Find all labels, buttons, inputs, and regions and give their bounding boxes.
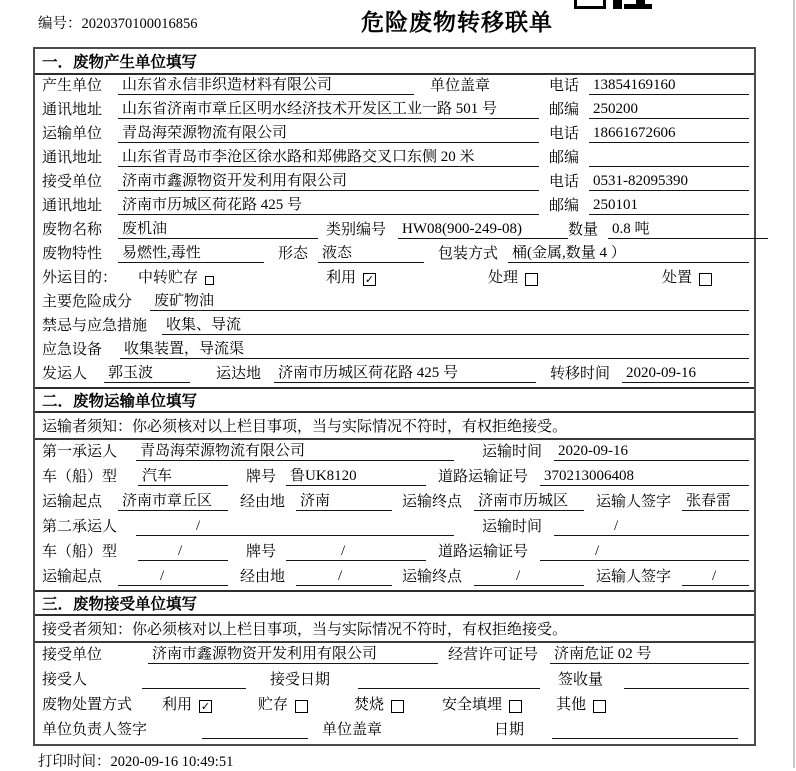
time2-label: 运输时间 [482,519,543,535]
road-cert2-value: / [540,543,749,561]
time1-value: 2020-09-16 [554,443,749,461]
route1-row [35,490,754,515]
phone2-label: 电话 [549,126,580,142]
responsible-sign-value [202,738,308,739]
producer-label: 产生单位 [42,78,103,94]
packing-label: 包装方式 [438,246,499,262]
zip1-value: 250200 [589,101,749,119]
serial-label: 编号： [38,16,82,32]
traits-value: 易燃性,毒性 [118,245,264,263]
document-header [0,0,796,46]
phone1-label: 电话 [549,78,580,94]
treat-checkbox [525,273,538,286]
plate2-value: / [286,543,426,561]
zip2-label: 邮编 [549,150,580,166]
zip3-label: 邮编 [549,198,580,214]
accept-unit-row [35,643,754,668]
form-value: 液态 [318,245,424,263]
accept-unit-label: 接受单位 [42,647,103,663]
received-qty-value [624,688,749,689]
phone1-value: 13854169160 [589,77,749,95]
addr3-value: 济南市历城区荷花路 425 号 [118,197,539,215]
check-mark: ✓ [200,700,211,713]
zip3-value: 250101 [589,197,749,215]
addr1-label: 通讯地址 [42,102,103,118]
destination-label: 运达地 [216,366,262,382]
print-time-value: 2020-09-16 10:49:51 [110,754,234,770]
addr1-value: 山东省济南市章丘区明水经济技术开发区工业一路 501 号 [118,101,539,119]
waste-name-value: 废机油 [118,221,318,239]
vehicle1-label: 车（船）型 [42,469,118,485]
date-label: 日期 [494,722,525,738]
qr-block [613,0,622,9]
plate1-label: 牌号 [246,469,277,485]
disposal-option-other: 其他 [556,697,587,713]
responsible-label: 单位负责人签字 [42,722,148,738]
waste-name-row [35,219,754,243]
vehicle1-value: 汽车 [138,468,228,486]
equipment-row [35,339,754,363]
zip2-value [589,166,749,167]
section3-header: 三．废物接受单位填写 [35,590,754,616]
road-cert1-label: 道路运输证号 [438,469,529,485]
transfer-storage-checkbox [205,276,214,285]
license-value: 济南危证 02 号 [550,646,749,664]
disposal-label: 废物处置方式 [42,697,133,713]
plate2-label: 牌号 [246,544,277,560]
qr-block [636,0,645,4]
taboo-label: 禁忌与应急措施 [42,318,148,334]
sign1-label: 运输人签字 [596,494,672,510]
taboo-row [35,315,754,339]
transfer-time-value: 2020-09-16 [622,365,749,383]
purpose-option-treat: 处理 [488,270,519,286]
end2-value: / [474,568,584,586]
producer-row [35,75,754,99]
purpose-label: 外运目的： [42,270,118,286]
vehicle2-label: 车（船）型 [42,544,118,560]
sign2-value: / [682,568,749,586]
hazard-row [35,291,754,315]
transporter-value: 青岛海荣源物流有限公司 [118,125,539,143]
transfer-time-label: 转移时间 [550,366,611,382]
disposal-landfill-checkbox [509,700,522,713]
sign2-label: 运输人签字 [596,569,672,585]
addr3-label: 通讯地址 [42,198,103,214]
producer-address-row [35,99,754,123]
disposal-option-storage: 贮存 [258,697,289,713]
destination-value: 济南市历城区荷花路 425 号 [274,365,536,383]
acceptor-row [35,668,754,693]
carrier2-row [35,515,754,540]
origin1-label: 运输起点 [42,494,103,510]
dispose-checkbox [699,273,712,286]
use-checkbox [363,273,376,286]
end1-label: 运输终点 [402,494,463,510]
carrier2-value: / [136,518,454,536]
carrier1-label: 第一承运人 [42,444,118,460]
transporter-address-row [35,147,754,171]
purpose-row [35,267,754,291]
page-title: 危险废物转移联单 [361,9,553,35]
plate1-value: 鲁UK8120 [286,468,426,486]
license-label: 经营许可证号 [448,647,539,663]
hazard-value: 废矿物油 [150,293,749,311]
print-time-label: 打印时间： [38,754,111,770]
origin2-value: / [118,568,228,586]
hazard-label: 主要危险成分 [42,294,133,310]
category-label: 类别编号 [326,222,387,238]
disposal-other-checkbox [593,700,606,713]
sign1-value: 张春雷 [682,493,749,511]
disposal-option-landfill: 安全填埋 [442,697,503,713]
via1-label: 经由地 [240,494,286,510]
time1-label: 运输时间 [482,444,543,460]
qr-block [624,4,652,9]
category-value: HW08(900-249-08) [398,221,568,239]
origin2-label: 运输起点 [42,569,103,585]
via1-value: 济南 [296,493,392,511]
via2-value: / [296,568,392,586]
responsible-sign-row [35,718,754,743]
time2-value: / [554,518,749,536]
phone3-value: 0531-82095390 [589,173,749,191]
quantity-label: 数量 [568,222,599,238]
addr2-label: 通讯地址 [42,150,103,166]
page-edge-line [793,0,795,768]
accept-unit-value: 济南市鑫源物资开发利用有限公司 [148,646,438,664]
quantity-value: 0.8 吨 [608,221,768,239]
vehicle2-row [35,540,754,565]
check-mark: ✓ [364,273,375,286]
section2-header: 二．废物运输单位填写 [35,387,754,413]
seal-label: 单位盖章 [430,78,491,94]
waste-name-label: 废物名称 [42,222,103,238]
zip1-label: 邮编 [549,102,580,118]
end2-label: 运输终点 [402,569,463,585]
purpose-option-dispose: 处置 [662,270,693,286]
addr2-value: 山东省青岛市李沧区徐水路和郑佛路交叉口东侧 20 米 [118,149,539,167]
disposal-option-incinerate: 焚烧 [354,697,385,713]
form-label: 形态 [278,246,309,262]
carrier1-row [35,440,754,465]
serial-number [38,12,198,33]
traits-label: 废物特性 [42,246,103,262]
receiver-value: 济南市鑫源物资开发利用有限公司 [118,173,539,191]
receiver-row [35,171,754,195]
section3-notice: 接受者须知：你必须核对以上栏目事项，当与实际情况不符时，有权拒绝接受。 [35,616,754,643]
section2-notice: 运输者须知：你必须核对以上栏目事项，当与实际情况不符时，有权拒绝接受。 [35,413,754,440]
road-cert1-value: 370213006408 [540,468,749,486]
acceptor-value [142,688,246,689]
consignor-row [35,363,754,387]
vehicle2-value: / [138,543,228,561]
accept-date-value [358,688,540,689]
disposal-row [35,693,754,718]
phone3-label: 电话 [549,174,580,190]
road-cert2-label: 道路运输证号 [438,544,529,560]
disposal-storage-checkbox [295,700,308,713]
origin1-value: 济南市章丘区 [118,493,228,511]
route2-row [35,565,754,590]
producer-value: 山东省永信非织造材料有限公司 [118,77,414,95]
qr-code-fragment-icon [574,0,656,10]
transporter-label: 运输单位 [42,126,103,142]
disposal-incinerate-checkbox [391,700,404,713]
packing-value: 桶(金属,数量 4 ） [508,245,749,263]
disposal-use-checkbox [199,700,212,713]
end1-value: 济南市历城区 [474,493,584,511]
qr-finder-block [574,0,606,9]
serial-value: 2020370100016856 [81,16,198,32]
consignor-label: 发运人 [42,366,88,382]
taboo-value: 收集、导流 [162,317,749,335]
section1-header: 一．废物产生单位填写 [35,49,754,75]
accept-date-label: 接受日期 [270,672,331,688]
seal-label-bottom: 单位盖章 [322,722,383,738]
received-qty-label: 签收量 [558,672,604,688]
equipment-value: 收集装置，导流渠 [120,341,749,359]
vehicle1-row [35,465,754,490]
acceptor-label: 接受人 [42,672,88,688]
receiver-address-row [35,195,754,219]
manifest-form [33,47,756,746]
carrier1-value: 青岛海荣源物流有限公司 [136,443,454,461]
consignor-value: 郭玉波 [104,365,190,383]
date-value [552,738,738,739]
waste-traits-row [35,243,754,267]
receiver-label: 接受单位 [42,174,103,190]
purpose-option-transfer-storage: 中转贮存 [138,270,199,286]
equipment-label: 应急设备 [42,342,103,358]
carrier2-label: 第二承运人 [42,519,118,535]
transporter-row [35,123,754,147]
disposal-option-use: 利用 [162,697,193,713]
purpose-option-use: 利用 [326,270,357,286]
phone2-value: 18661672606 [589,125,749,143]
via2-label: 经由地 [240,569,286,585]
